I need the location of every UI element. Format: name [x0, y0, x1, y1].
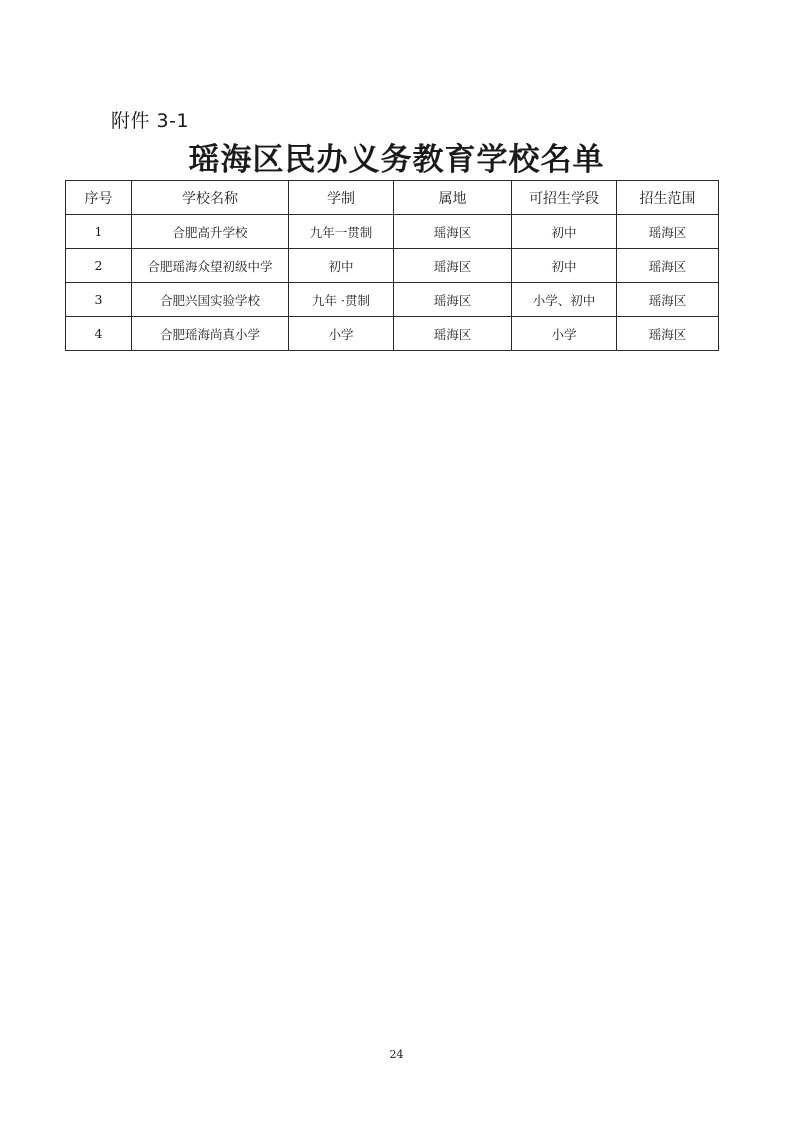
cell-jurisdiction: 瑶海区 — [394, 215, 512, 249]
cell-enrollment-stage: 小学 — [512, 317, 617, 351]
cell-school-system: 九年一贯制 — [289, 215, 394, 249]
cell-enrollment-scope: 瑶海区 — [617, 249, 719, 283]
header-cell-enrollment-scope: 招生范围 — [617, 181, 719, 215]
cell-enrollment-stage: 初中 — [512, 249, 617, 283]
cell-school-system: 初中 — [289, 249, 394, 283]
cell-school-name: 合肥兴国实验学校 — [132, 283, 289, 317]
school-list-table — [65, 180, 719, 351]
cell-enrollment-stage: 小学、初中 — [512, 283, 617, 317]
page-number: 24 — [389, 1048, 404, 1061]
cell-school-name: 合肥瑶海众望初级中学 — [132, 249, 289, 283]
header-cell-school-system: 学制 — [289, 181, 394, 215]
cell-enrollment-stage: 初中 — [512, 215, 617, 249]
cell-enrollment-scope: 瑶海区 — [617, 317, 719, 351]
cell-school-system: 小学 — [289, 317, 394, 351]
table-row — [66, 317, 719, 351]
table-row — [66, 249, 719, 283]
document-title: 瑶海区民办义务教育学校名单 — [188, 142, 605, 178]
cell-index: 4 — [66, 317, 132, 351]
header-cell-index: 序号 — [66, 181, 132, 215]
header-cell-school-name: 学校名称 — [132, 181, 289, 215]
cell-index: 1 — [66, 215, 132, 249]
cell-jurisdiction: 瑶海区 — [394, 249, 512, 283]
table-header-row — [66, 181, 719, 215]
cell-enrollment-scope: 瑶海区 — [617, 215, 719, 249]
table-row — [66, 283, 719, 317]
annex-label: 附件 3-1 — [111, 110, 190, 132]
cell-school-name: 合肥高升学校 — [132, 215, 289, 249]
cell-enrollment-scope: 瑶海区 — [617, 283, 719, 317]
cell-jurisdiction: 瑶海区 — [394, 283, 512, 317]
cell-school-system: 九年 ·贯制 — [289, 283, 394, 317]
cell-index: 3 — [66, 283, 132, 317]
cell-school-name: 合肥瑶海尚真小学 — [132, 317, 289, 351]
header-cell-enrollment-stage: 可招生学段 — [512, 181, 617, 215]
cell-index: 2 — [66, 249, 132, 283]
cell-jurisdiction: 瑶海区 — [394, 317, 512, 351]
table-row — [66, 215, 719, 249]
header-cell-jurisdiction: 属地 — [394, 181, 512, 215]
